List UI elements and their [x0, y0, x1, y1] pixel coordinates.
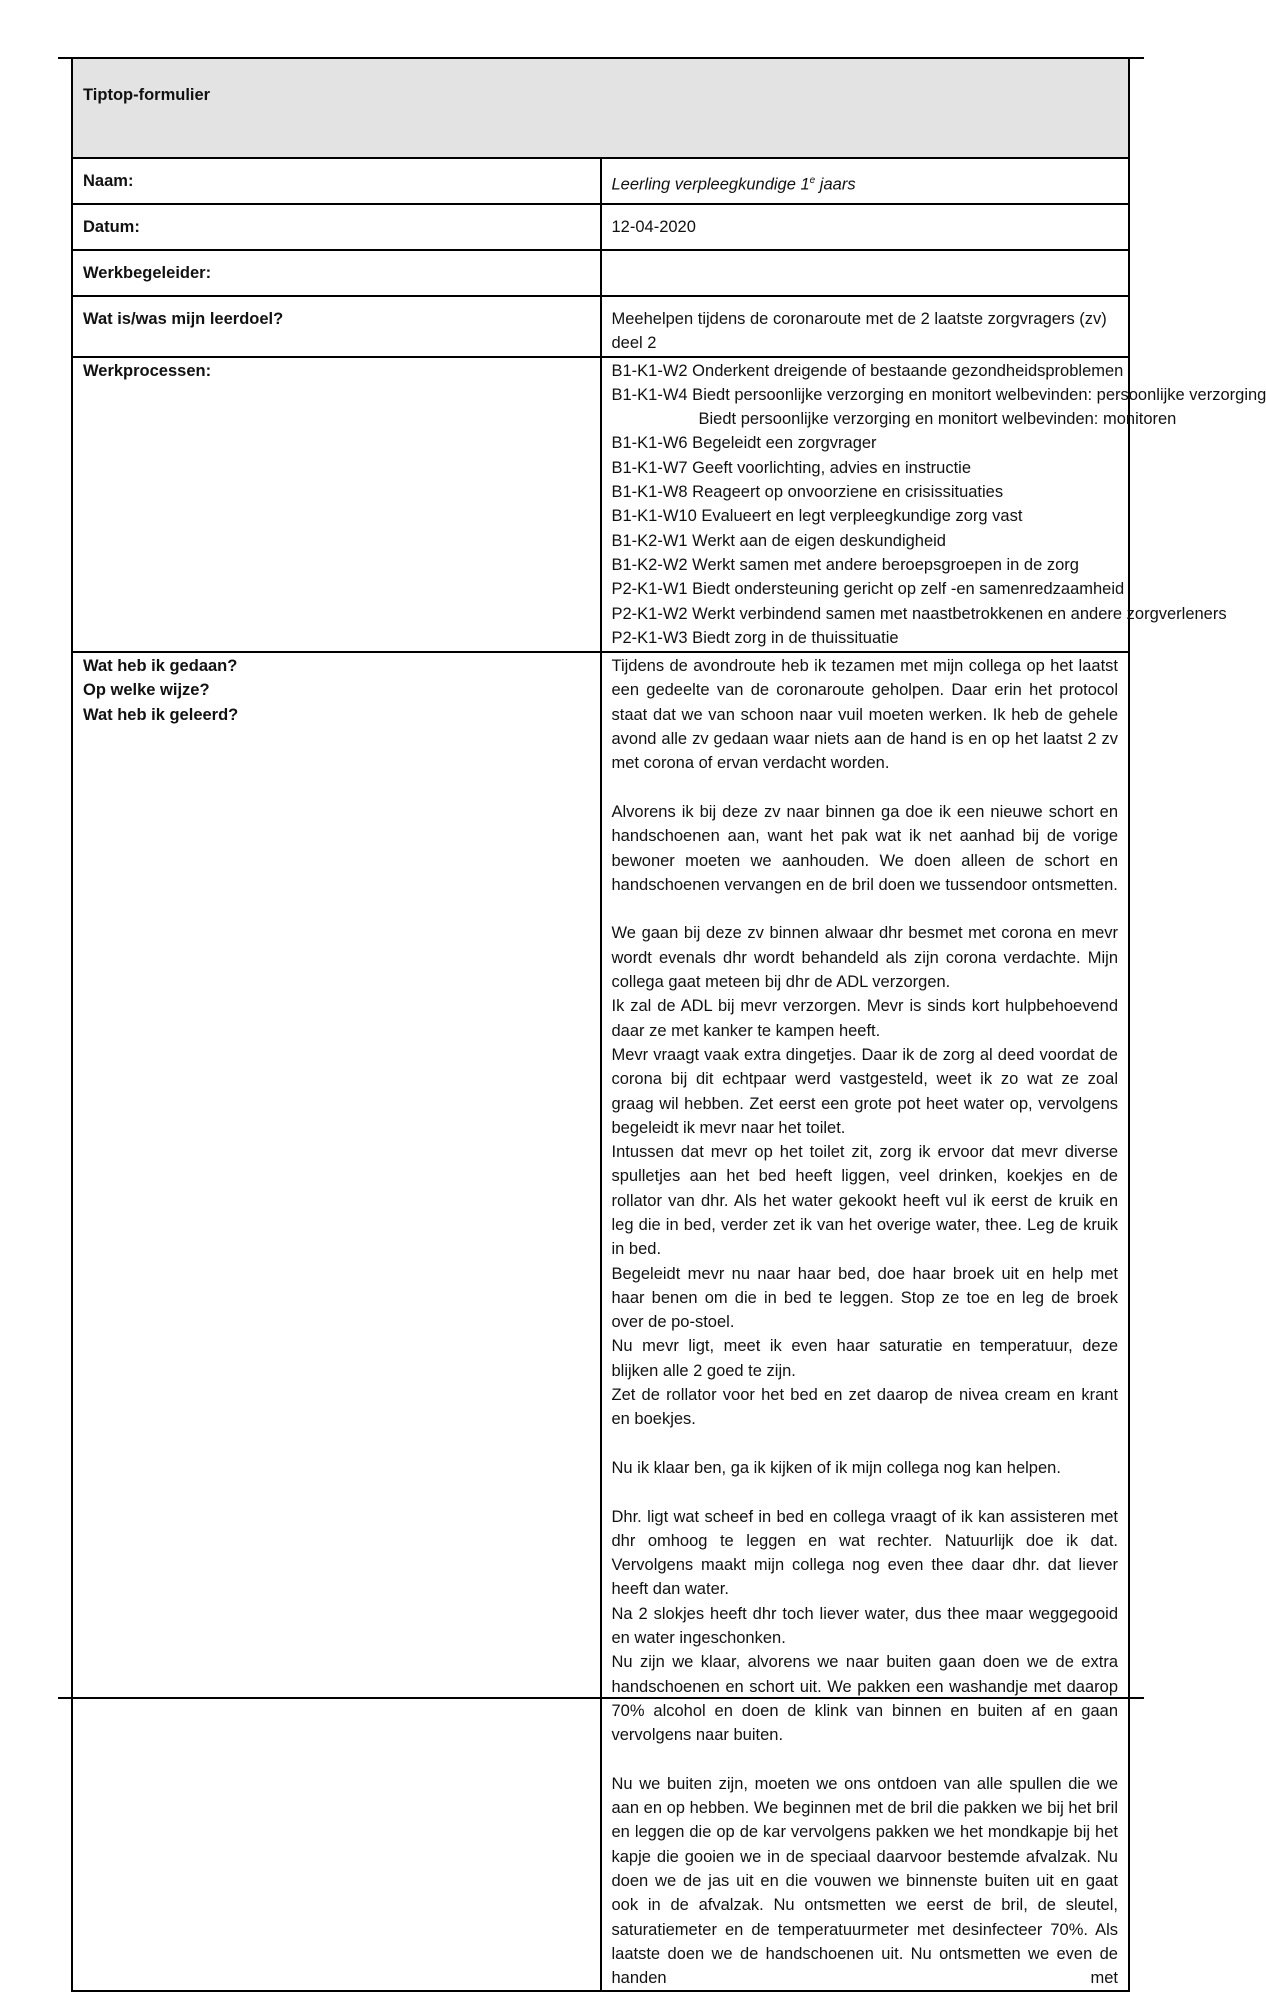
narrative-paragraph: We gaan bij deze zv binnen alwaar dhr besmet met corona en mevr wordt evenals dhr wordt behandeld als zijn corona verdachte. Mijn collega gaat meteen bij dhr de ADL verzorgen. — [611, 924, 1118, 992]
work-processes-list — [601, 357, 1266, 653]
narrative-paragraph: Zet de rollator voor het bed en zet daarop de nivea cream en krant en boekjes. — [611, 1386, 1118, 1429]
narrative-paragraph: Ik zal de ADL bij mevr verzorgen. Mevr is sinds kort hulpbehoevend daar ze met kanker te kampen heeft. — [611, 997, 1118, 1040]
reflection-row — [72, 652, 1129, 1991]
narrative-paragraph: Nu zijn we klaar, alvorens we naar buiten gaan doen we de extra handschoenen en schort uit. We pakken een washandje met daarop 70% alcohol en doen de klink van binnen en buiten af en gaan vervolgens naar buiten. — [611, 1653, 1118, 1745]
reflection-label-what: Wat heb ik gedaan? — [83, 657, 238, 676]
narrative-paragraph: Alvorens ik bij deze zv naar binnen ga doe ik een nieuwe schort en handschoenen aan, want het pak wat ik net aanhad bij de vorige bewoner moeten we aanhouden. We doen alleen de schort en handschoenen vervangen en de bril doen we tussendoor ontsmetten. — [611, 802, 1118, 894]
narrative-paragraph: Intussen dat mevr op het toilet zit, zorg ik ervoor dat mevr diverse spulletjes aan het bed heeft liggen, veel drinken, koekjes en de rollator van dhr. Als het water gekookt heeft vul ik eerst de kruik en leg die in bed, verder zet ik van het overige water, thee. Leg de kruik in bed. — [611, 1143, 1118, 1259]
name-value-suffix: jaars — [815, 175, 856, 194]
process-item: B1-K2-W1 Werkt aan de eigen deskundigheid — [611, 531, 946, 550]
narrative-paragraph: Tijdens de avondroute heb ik tezamen met mijn collega op het laatst een gedeelte van de coronaroute geholpen. Daar erin het protocol staat dat we van schoon naar vuil moeten werken. Ik heb de gehele avond alle zv gedaan waar niets aan de hand is en op het laatst 2 zv met corona of ervan verdacht worden. — [611, 657, 1118, 773]
form-title: Tiptop-formulier — [72, 58, 1129, 158]
learning-goal-row — [72, 296, 1129, 357]
narrative-paragraph: Dhr. ligt wat scheef in bed en collega vraagt of ik kan assisteren met dhr omhoog te leggen en wat rechter. Natuurlijk doe ik dat. Vervolgens maakt mijn collega nog even thee daar dhr. dat liever heeft dan water. — [611, 1507, 1118, 1599]
reflection-label-how: Op welke wijze? — [83, 681, 210, 700]
learning-goal-label: Wat is/was mijn leerdoel? — [72, 296, 601, 357]
work-processes-row — [72, 357, 1129, 653]
name-value — [601, 158, 1130, 204]
reflection-labels — [72, 652, 601, 1991]
process-item: B1-K1-W7 Geeft voorlichting, advies en instructie — [611, 458, 971, 477]
process-item: B1-K1-W6 Begeleidt een zorgvrager — [611, 434, 877, 453]
process-item: B1-K1-W10 Evalueert en legt verpleegkundige zorg vast — [611, 507, 1023, 526]
learning-goal-value: Meehelpen tijdens de coronaroute met de 2 laatste zorgvragers (zv) deel 2 — [601, 296, 1130, 357]
process-item: B1-K2-W2 Werkt samen met andere beroepsgroepen in de zorg — [611, 555, 1079, 574]
date-row — [72, 204, 1129, 250]
tiptop-form-table — [71, 57, 1266, 1992]
bottom-page-rule — [58, 1697, 1144, 1699]
narrative-paragraph: Mevr vraagt vaak extra dingetjes. Daar ik de zorg al deed voordat de corona bij dit echtpaar werd vastgesteld, weet ik zo wat ze zoal graag wil hebben. Zet eerst een grote pot heet water op, vervolgens begeleidt ik mevr naar het toilet. — [611, 1045, 1118, 1137]
supervisor-row — [72, 250, 1129, 296]
process-item: P2-K1-W3 Biedt zorg in de thuissituatie — [611, 628, 899, 647]
narrative-paragraph: Nu mevr ligt, meet ik even haar saturatie en temperatuur, deze blijken alle 2 goed te zijn. — [611, 1337, 1118, 1380]
process-item-continuation: Biedt persoonlijke verzorging en monitort welbevinden: monitoren — [698, 410, 1177, 429]
process-item: P2-K1-W2 Werkt verbindend samen met naastbetrokkenen en andere zorgverleners — [611, 604, 1227, 623]
work-processes-label: Werkprocessen: — [72, 357, 601, 653]
process-item: B1-K1-W4 Biedt persoonlijke verzorging en monitort welbevinden: persoonlijke verzorging — [611, 385, 1266, 404]
date-label: Datum: — [72, 204, 601, 250]
name-value-main: Leerling verpleegkundige 1 — [611, 175, 810, 194]
reflection-narrative — [601, 652, 1130, 1991]
process-item: P2-K1-W1 Biedt ondersteuning gericht op zelf -en samenredzaamheid — [611, 580, 1125, 599]
form-header-row — [72, 58, 1129, 158]
date-value: 12-04-2020 — [601, 204, 1130, 250]
reflection-label-learned: Wat heb ik geleerd? — [83, 705, 239, 724]
narrative-paragraph: Nu ik klaar ben, ga ik kijken of ik mijn collega nog kan helpen. — [611, 1458, 1061, 1477]
narrative-paragraph: Na 2 slokjes heeft dhr toch liever water, dus thee maar weggegooid en water ingeschonken. — [611, 1604, 1118, 1648]
supervisor-value — [601, 250, 1130, 296]
name-value-superscript: e — [809, 175, 816, 186]
narrative-paragraph: Begeleidt mevr nu naar haar bed, doe haar broek uit en help met haar benen om die in bed te leggen. Stop ze toe en leg de broek over de po-stoel. — [611, 1264, 1118, 1332]
name-label: Naam: — [72, 158, 601, 204]
supervisor-label: Werkbegeleider: — [72, 250, 601, 296]
name-row — [72, 158, 1129, 204]
process-item: B1-K1-W2 Onderkent dreigende of bestaande gezondheidsproblemen — [611, 361, 1124, 380]
process-item: B1-K1-W8 Reageert op onvoorziene en crisissituaties — [611, 483, 1004, 502]
narrative-paragraph: Nu we buiten zijn, moeten we ons ontdoen van alle spullen die we aan en op hebben. We beginnen met de bril die pakken we bij het bril en leggen die op de kar vervolgens pakken we het mondkapje bij het kapje die gooien we in de speciaal daarvoor bestemde afvalzak. Nu doen we de jas uit en die vouwen we binnenste buiten uit en gaat ook in de afvalzak. Nu ontsmetten we eerst de bril, de sleutel, saturatiemeter en de temperatuurmeter met desinfecteer 70%. Als laatste doen we de handschoenen uit. Nu ontsmetten we even de handen met — [611, 1774, 1118, 1988]
